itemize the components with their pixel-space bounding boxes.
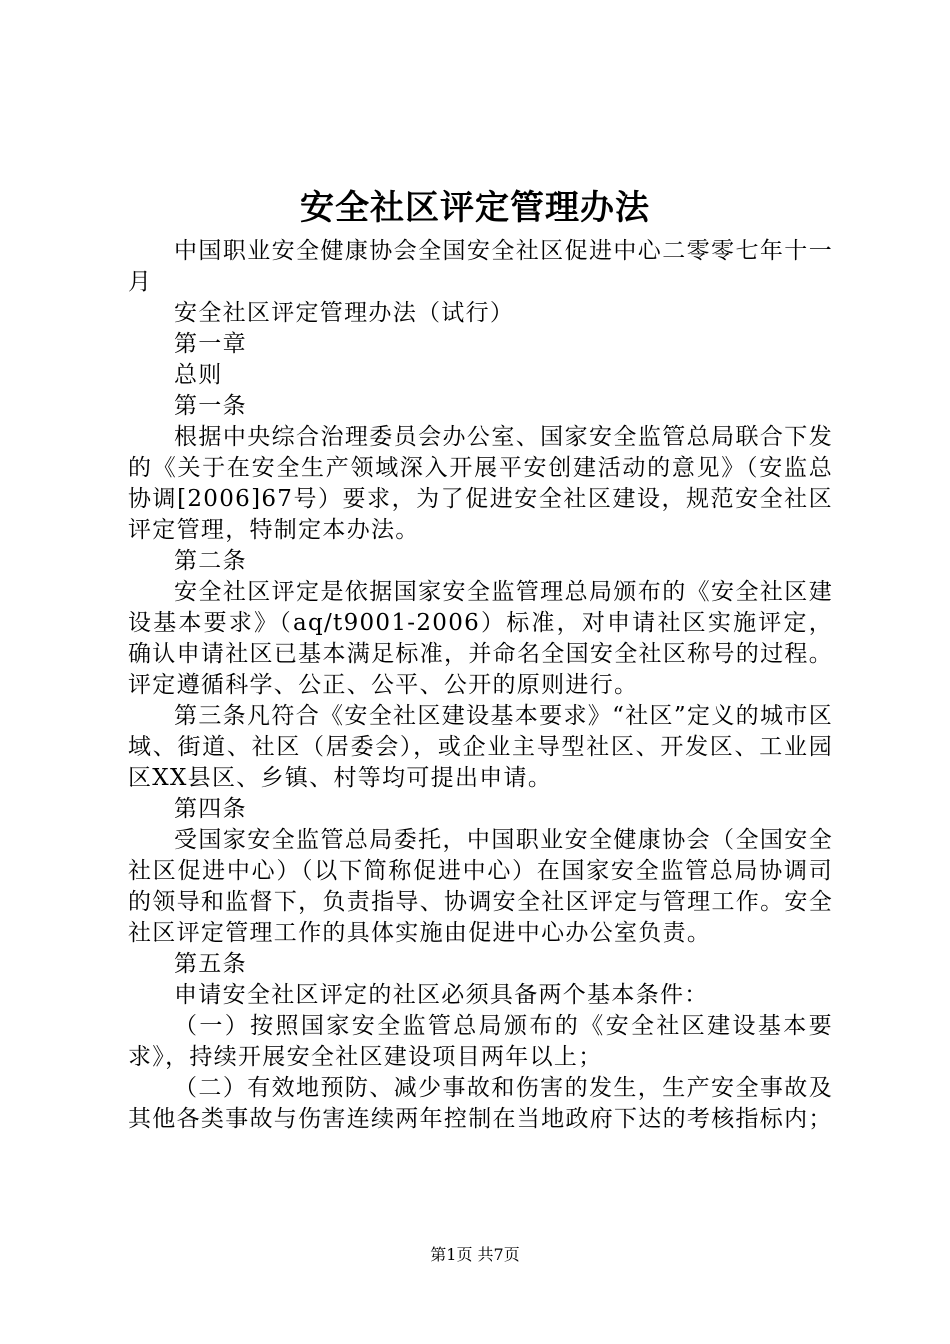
paragraph-issuer: 中国职业安全健康协会全国安全社区促进中心二零零七年十一月 [128,238,833,295]
article-3-body: 第三条凡符合《安全社区建设基本要求》“社区”定义的城市区域、街道、社区（居委会），或企业主导型社区、开发区、工业园区XX县区、乡镇、村等均可提出申请。 [128,703,833,791]
article-1-body: 根据中央综合治理委员会办公室、国家安全监管总局联合下发的《关于在安全生产领域深入开展平安创建活动的意见》（安监总协调[2006]67号）要求，为了促进安全社区建设，规范安全社区评定管理，特制定本办法。 [128,424,833,543]
article-5-item-2: （二）有效地预防、减少事故和伤害的发生，生产安全事故及其他各类事故与伤害连续两年控制在当地政府下达的考核指标内； [128,1075,833,1132]
article-4-body: 受国家安全监管总局委托，中国职业安全健康协会（全国安全社区促进中心）（以下简称促进中心）在国家安全监管总局协调司的领导和监督下，负责指导、协调安全社区评定与管理工作。安全社区评定管理工作的具体实施由促进中心办公室负责。 [128,827,833,946]
document-title: 安全社区评定管理办法 [300,188,650,228]
article-1-heading: 第一条 [174,393,247,419]
page-footer: 第1页 共7页 [430,1245,520,1264]
chapter-heading: 第一章 [174,331,247,357]
article-2-body: 安全社区评定是依据国家安全监管理总局颁布的《安全社区建设基本要求》（aq/t9001-2006）标准，对申请社区实施评定，确认申请社区已基本满足标准，并命名全国安全社区称号的过程。评定遵循科学、公正、公平、公开的原则进行。 [128,579,833,698]
document-body [128,236,833,1135]
article-5-heading: 第五条 [174,951,247,977]
article-4-heading: 第四条 [174,796,247,822]
article-2-heading: 第二条 [174,548,247,574]
article-5-intro: 申请安全社区评定的社区必须具备两个基本条件： [174,982,709,1008]
paragraph-subtitle: 安全社区评定管理办法（试行） [174,300,515,326]
article-5-item-1: （一）按照国家安全监管总局颁布的《安全社区建设基本要求》，持续开展安全社区建设项目两年以上； [128,1013,833,1070]
chapter-title: 总则 [174,362,223,388]
